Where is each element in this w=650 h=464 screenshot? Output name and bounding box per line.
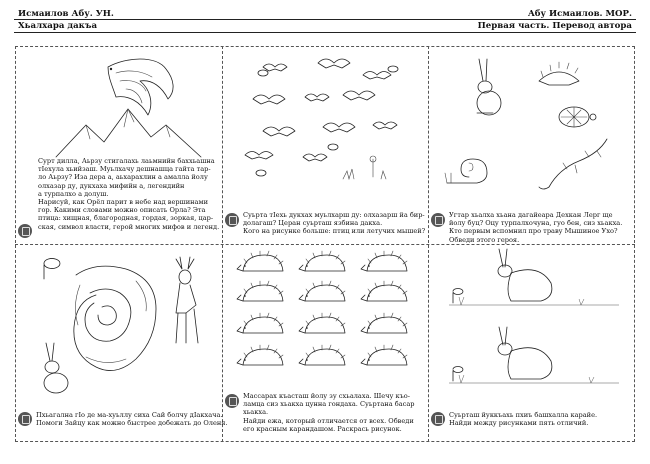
eagle-caption-russian-4: ская, символ власти, герой многих мифов и легенд.	[38, 222, 220, 231]
spot-the-difference-illustration	[429, 245, 635, 395]
snail-drawing	[445, 159, 487, 183]
hedgehogs-caption-chechen-3: хьакха.	[243, 408, 269, 417]
eagle-caption-chechen-3: ло Аьрзу? Иза дера а, аьхарахлин а амалла йолу	[38, 173, 208, 182]
bats-caption-chechen-2: долагаш? Церан суьрташ язбина дакха.	[243, 219, 383, 228]
panel-maze	[16, 245, 228, 442]
panel-bats	[223, 47, 428, 244]
task-icon-maze	[18, 412, 32, 426]
hedgehog-drawing	[539, 62, 579, 85]
page-header	[0, 0, 650, 44]
left-header-subtitle: Хьалхара дакъа	[18, 21, 98, 31]
hedgehogs-grid-illustration	[223, 245, 428, 385]
right-header-title: Абу Исмаилов. МОР.	[527, 9, 632, 19]
maze-caption	[36, 411, 228, 427]
eagle-caption-chechen-4: олхазар ду, дукхаха мифийн а, легендийн	[38, 181, 185, 190]
panel-hedgehogs	[223, 245, 428, 442]
rabbits-caption-chechen-1: Суьрташ йуккъахь пхиъ башхалла карайе.	[449, 411, 598, 419]
right-header-subtitle: Первая часть. Перевод автора	[477, 21, 632, 31]
hedgehogs-caption-chechen-1: Массарах къасташ йолу зу схьалаха. Шечу къо-	[243, 392, 410, 400]
task-icon-eagle	[18, 224, 32, 238]
maze-rabbit-drawing	[44, 343, 68, 393]
eagle-caption-russian-2: гор. Какими словами можно описать Орла? Эта	[38, 206, 206, 215]
animals-caption	[449, 211, 622, 244]
rabbit-scene-top	[449, 249, 619, 305]
hedgehogs-caption-russian-2: его красным карандашом. Раскрась рисунок.	[243, 424, 402, 433]
eagle-caption	[38, 157, 219, 231]
eagle-caption-chechen-5: а турпалхо а долуш.	[38, 189, 109, 198]
panel-animals	[429, 47, 635, 244]
task-icon-bats	[225, 213, 239, 227]
hedgehogs-caption-chechen-2: ламца сиз хьакха цунна гондаха. Суьртана басар	[243, 400, 415, 409]
panel-rabbits	[429, 245, 635, 442]
hedgehogs-caption-russian-1: Найди ежа, который отличается от всех. Обведи	[243, 416, 414, 425]
maze-rabbit-deer-illustration	[16, 245, 222, 395]
eagle-over-mountains-illustration	[16, 47, 222, 167]
panel-eagle	[16, 47, 222, 244]
task-icon-rabbits	[431, 412, 445, 426]
bats-caption-russian-1: Кого на рисунке больше: птиц или летучих мышей?	[243, 227, 426, 236]
maze-drawing	[74, 266, 156, 370]
animals-caption-russian-2: Обведи этого героя.	[449, 235, 520, 244]
rabbits-caption-russian-1: Найди между рисунками пять отличий.	[449, 419, 589, 428]
left-header-title: Исмаилов Абу. УН.	[18, 9, 114, 19]
rabbits-caption	[449, 411, 597, 427]
animals-caption-chechen-1: Угтар хьалха хьана дагайеара Дехкан Лерг ще	[449, 211, 613, 219]
animals-caption-russian-1: Кто первым вспомнил про траву Мышиное Ухо?	[449, 227, 618, 236]
lizard-drawing	[539, 139, 607, 189]
header-rule-bottom	[14, 32, 636, 33]
bats-caption-chechen-1: Суьрта тIехь дукхах муьлхарш ду: олхазарш йа бир-	[243, 211, 425, 219]
eagle-caption-russian-1: Нарисуй, как Орёл парит в небе над вершинами	[38, 198, 208, 207]
maze-caption-chechen-1: Пхьагална гIо де ма-хуьллу сиха Сай болчу дIакхача.	[36, 411, 223, 419]
header-rule-top	[14, 19, 636, 20]
eagle-caption-russian-3: птица: хищная, благородная, гордая, зоркая, цар-	[38, 214, 214, 223]
bats-caption	[243, 211, 425, 236]
eagle-caption-chechen-1: Сурт дилла, Аьрзу стигалахь лаьмнийн баххьашна	[38, 157, 215, 165]
rabbit-drawing	[477, 59, 501, 115]
bats-and-birds-illustration	[223, 47, 428, 197]
task-icon-hedgehogs	[225, 394, 239, 408]
animals-illustration	[429, 47, 635, 197]
animals-caption-chechen-2: йолу буц? Оцу турпалхочуна, гуо бен, сиз хьакха.	[449, 219, 623, 228]
task-icon-animals	[431, 213, 445, 227]
maze-caption-russian-1: Помоги Зайцу как можно быстрее добежать до Оленя.	[36, 419, 228, 428]
rabbit-scene-bottom	[449, 327, 619, 383]
deer-drawing	[176, 257, 198, 343]
eagle-caption-chechen-2: тIехула хьийзаш. Муьлхачу дешнашца гайта тар-	[38, 165, 211, 174]
hedgehogs-caption	[243, 392, 414, 433]
turtle-drawing	[559, 107, 596, 127]
